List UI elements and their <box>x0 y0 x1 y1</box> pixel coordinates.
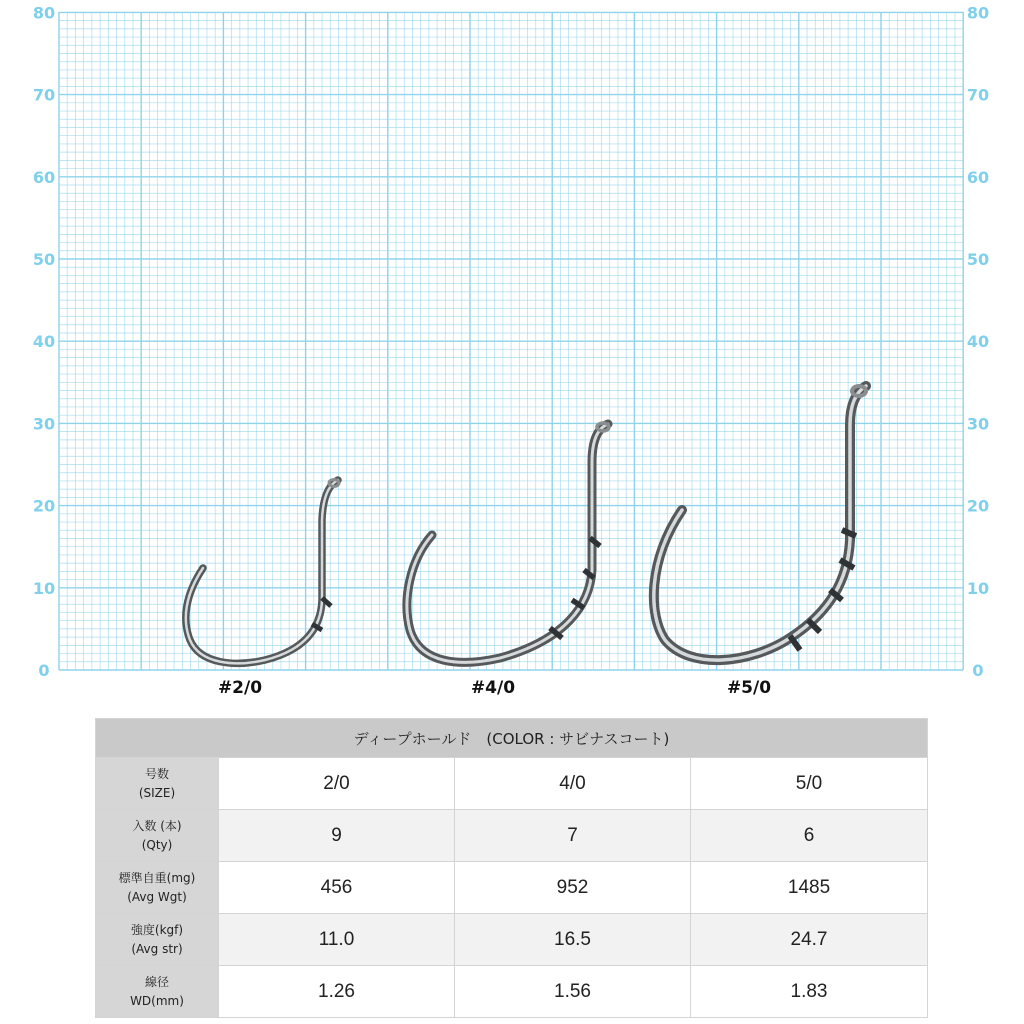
table-row-qty <box>96 810 928 862</box>
left-axis-label: 20 <box>32 496 56 516</box>
left-axis-label: 30 <box>32 414 56 434</box>
row-header-en: WD(mm) <box>130 993 184 1008</box>
table-cell: 16.5 <box>455 914 691 966</box>
left-axis-label: 50 <box>32 250 56 269</box>
table-row-wire-diameter <box>96 966 928 1018</box>
size-label-5-0: #5/0 <box>726 678 772 698</box>
spec-table <box>95 718 928 1018</box>
table-cell: 2/0 <box>219 758 455 810</box>
row-header-jp: 入数 (本) <box>132 818 182 833</box>
table-cell: 11.0 <box>219 914 455 966</box>
left-axis-label: 40 <box>32 332 56 352</box>
table-title: ディープホールド (COLOR : サビナスコート) <box>96 719 928 758</box>
row-header <box>96 810 219 862</box>
row-header <box>96 862 219 914</box>
right-axis-label: 40 <box>966 332 990 352</box>
left-axis-label: 80 <box>32 3 56 23</box>
left-axis-label: 70 <box>32 85 56 105</box>
row-header-en: (Avg Wgt) <box>127 889 187 904</box>
right-axis-label: 20 <box>966 496 990 516</box>
right-axis-labels <box>967 3 989 680</box>
row-header <box>96 914 219 966</box>
table-cell: 5/0 <box>691 758 928 810</box>
right-axis-label: 70 <box>966 85 990 105</box>
table-cell: 9 <box>219 810 455 862</box>
table-cell: 1485 <box>691 862 928 914</box>
table-title-row <box>96 719 928 758</box>
row-header <box>96 966 219 1018</box>
row-header <box>96 758 219 810</box>
left-axis-labels <box>33 3 55 680</box>
size-label-2-0: #2/0 <box>217 678 263 698</box>
right-axis-label: 80 <box>966 3 990 23</box>
hook-image-5-0 <box>654 386 866 660</box>
table-cell: 6 <box>691 810 928 862</box>
row-header-jp: 線径 <box>144 974 169 989</box>
table-cell: 4/0 <box>455 758 691 810</box>
table-row-size <box>96 758 928 810</box>
table-cell: 1.83 <box>691 966 928 1018</box>
right-axis-label: 0 <box>972 661 984 680</box>
row-header-en: (Avg str) <box>131 941 183 956</box>
row-header-jp: 強度(kgf) <box>130 922 184 937</box>
table-row-strength <box>96 914 928 966</box>
table-cell: 456 <box>219 862 455 914</box>
row-header-jp: 号数 <box>144 766 169 781</box>
left-axis-label: 0 <box>38 661 50 680</box>
left-axis-label: 10 <box>32 578 56 598</box>
right-axis-label: 60 <box>966 167 990 187</box>
right-axis-label: 30 <box>966 414 990 434</box>
row-header-en: (Qty) <box>141 837 173 852</box>
table-cell: 1.56 <box>455 966 691 1018</box>
right-axis-label: 10 <box>966 578 990 598</box>
row-header-en: (SIZE) <box>138 785 176 800</box>
right-axis-label: 50 <box>966 250 990 269</box>
table-cell: 7 <box>455 810 691 862</box>
table-cell: 1.26 <box>219 966 455 1018</box>
table-cell: 952 <box>455 862 691 914</box>
left-axis-label: 60 <box>32 167 56 187</box>
table-row-weight <box>96 862 928 914</box>
row-header-jp: 標準自重(mg) <box>118 870 196 885</box>
table-cell: 24.7 <box>691 914 928 966</box>
size-label-4-0: #4/0 <box>470 678 516 698</box>
